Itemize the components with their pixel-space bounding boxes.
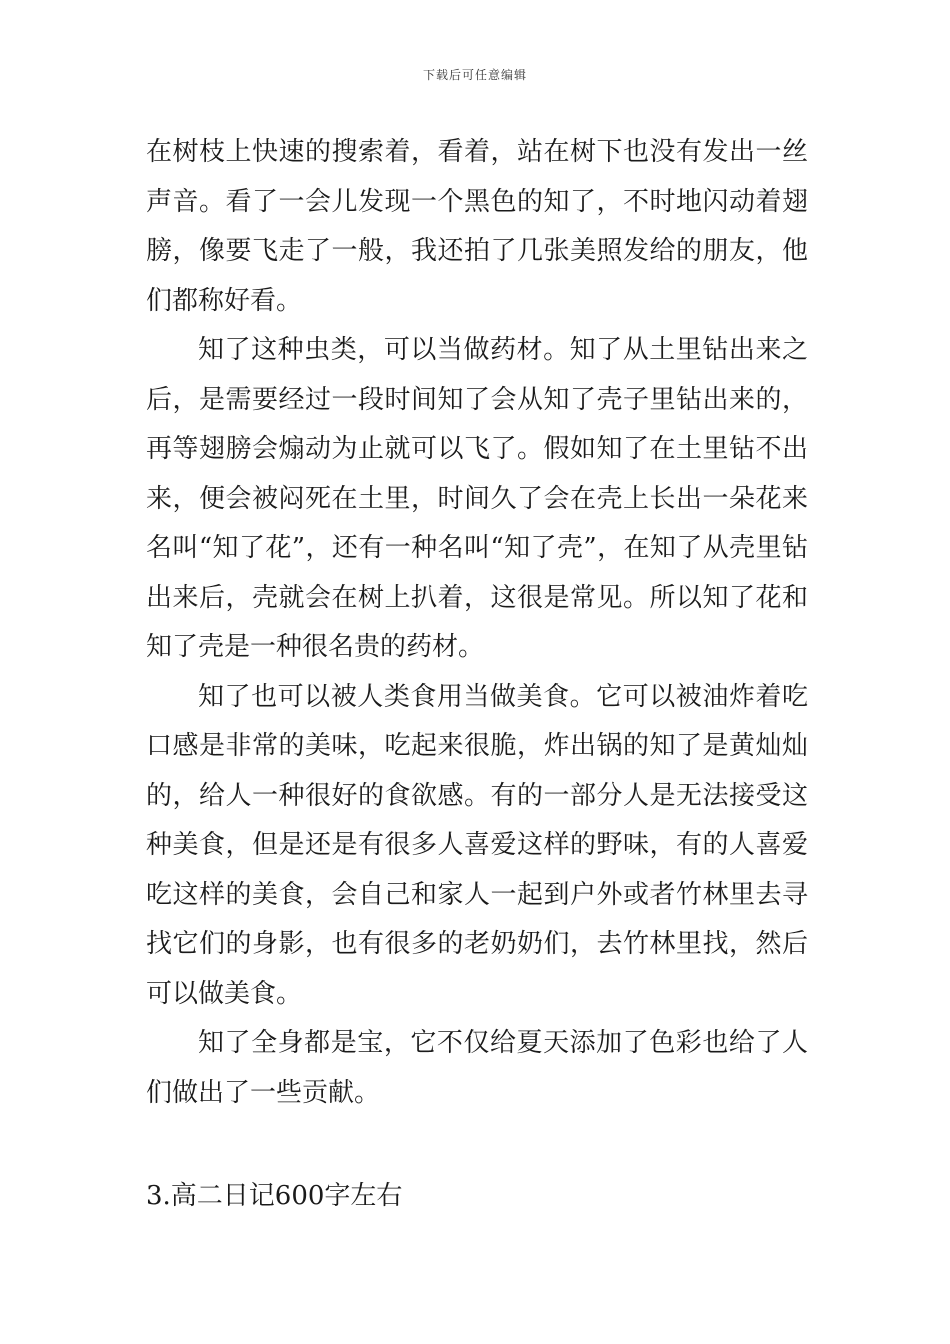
paragraph: 知了这种虫类，可以当做药材。知了从土里钻出来之后，是需要经过一段时间知了会从知了壳子里钻出来的，再等翅膀会煽动为止就可以飞了。假如知了在土里钻不出来，便会被闷死在土里，时间久了会在壳上长出一朵花来名叫“知了花”，还有一种名叫“知了壳”，在知了从壳里钻出来后，壳就会在树上扒着，这很是常见。所以知了花和知了壳是一种很名贵的药材。 bbox=[146, 335, 808, 662]
paragraph: 知了全身都是宝，它不仅给夏天添加了色彩也给了人们做出了一些贡献。 bbox=[146, 1028, 808, 1108]
paragraph: 知了也可以被人类食用当做美食。它可以被油炸着吃口感是非常的美味，吃起来很脆，炸出锅的知了是黄灿灿的，给人一种很好的食欲感。有的一部分人是无法接受这种美食，但是还是有很多人喜爱这样的野味，有的人喜爱吃这样的美食，会自己和家人一起到户外或者竹林里去寻找它们的身影，也有很多的老奶奶们，去竹林里找，然后可以做美食。 bbox=[146, 681, 808, 1009]
article-body bbox=[146, 128, 808, 1118]
page-header: 下载后可任意编辑 bbox=[422, 68, 527, 82]
paragraph: 在树枝上快速的搜索着，看着，站在树下也没有发出一丝声音。看了一会儿发现一个黑色的知了，不时地闪动着翅膀，像要飞走了一般，我还拍了几张美照发给的朋友，他们都称好看。 bbox=[146, 137, 808, 316]
section-heading: 3.高二日记600字左右 bbox=[146, 1181, 403, 1211]
